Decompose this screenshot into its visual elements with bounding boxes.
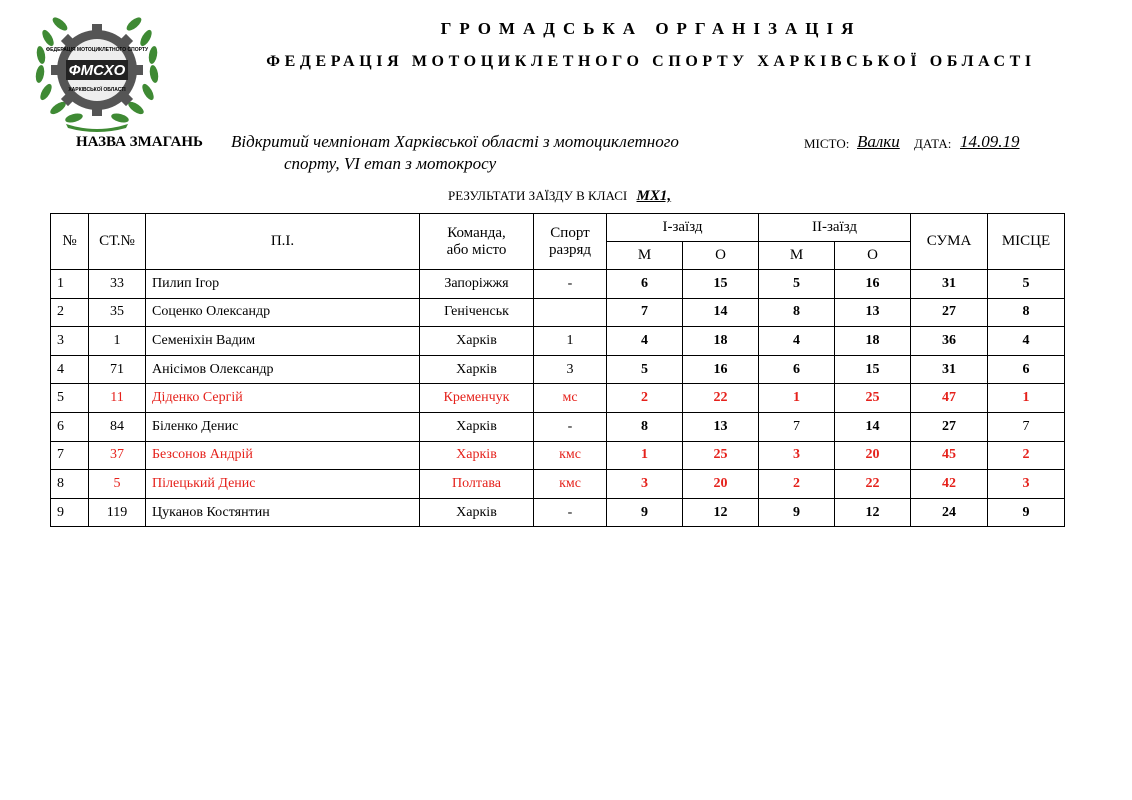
cell-start-number: 84 [89,412,146,441]
cell-rank [534,298,607,327]
cell-sum: 36 [911,327,988,356]
logo-text-top: ФЕДЕРАЦІЯ МОТОЦИКЛЕТНОГО СПОРТУ [45,47,149,53]
header-race1: І-заїзд [607,214,759,242]
cell-race1-m: 4 [607,327,683,356]
cell-race1-m: 7 [607,298,683,327]
cell-rank: 1 [534,327,607,356]
header-sum: СУМА [911,214,988,270]
date-label: ДАТА: [914,136,952,151]
cell-race2-m: 9 [759,498,835,527]
cell-race1-o: 18 [683,327,759,356]
cell-race1-o: 20 [683,470,759,499]
cell-num: 3 [51,327,89,356]
results-label: РЕЗУЛЬТАТИ ЗАЇЗДУ В КЛАСІ [448,188,628,203]
cell-race1-o: 22 [683,384,759,413]
cell-race2-o: 25 [835,384,911,413]
cell-rank: 3 [534,355,607,384]
cell-race1-m: 1 [607,441,683,470]
cell-race2-o: 16 [835,270,911,299]
header-organization: ГРОМАДСЬКА ОРГАНІЗАЦІЯ [440,19,862,38]
cell-race2-m: 1 [759,384,835,413]
cell-race1-m: 9 [607,498,683,527]
cell-start-number: 71 [89,355,146,384]
cell-name: Біленко Денис [146,412,420,441]
cell-race2-o: 22 [835,470,911,499]
table-row [51,355,1065,384]
table-row [51,498,1065,527]
header-race1-m: М [607,242,683,270]
cell-num: 1 [51,270,89,299]
header-race2-o: О [835,242,911,270]
cell-race1-o: 12 [683,498,759,527]
competition-name-line1: Відкритий чемпіонат Харківської області з мотоциклетного [231,132,679,151]
cell-team: Харків [420,327,534,356]
cell-rank: - [534,498,607,527]
header-name: П.І. [146,214,420,270]
cell-num: 4 [51,355,89,384]
cell-race2-m: 7 [759,412,835,441]
table-row [51,441,1065,470]
cell-sum: 27 [911,412,988,441]
cell-race1-o: 13 [683,412,759,441]
logo-text-bottom: ХАРКІВСЬКОЇ ОБЛАСТІ [68,87,126,93]
table-row [51,470,1065,499]
cell-name: Анісімов Олександр [146,355,420,384]
cell-sum: 24 [911,498,988,527]
cell-race1-m: 6 [607,270,683,299]
cell-start-number: 5 [89,470,146,499]
cell-team: Геніченськ [420,298,534,327]
header-race2: ІІ-заїзд [759,214,911,242]
cell-start-number: 35 [89,298,146,327]
header-start-number: СТ.№ [89,214,146,270]
header-team-line2: або місто [446,241,507,258]
header-federation: ФЕДЕРАЦІЯ МОТОЦИКЛЕТНОГО СПОРТУ ХАРКІВСЬКОЇ ОБЛАСТІ [266,53,1036,70]
table-row [51,270,1065,299]
cell-rank: кмс [534,470,607,499]
table-row [51,298,1065,327]
cell-race1-o: 16 [683,355,759,384]
cell-start-number: 37 [89,441,146,470]
cell-team: Харків [420,412,534,441]
cell-place: 7 [988,412,1065,441]
cell-race2-m: 4 [759,327,835,356]
cell-num: 5 [51,384,89,413]
header-num: № [51,214,89,270]
cell-rank: кмс [534,441,607,470]
header-rank-line1: Спорт [550,224,590,241]
cell-race1-m: 5 [607,355,683,384]
cell-rank: - [534,412,607,441]
cell-name: Пилип Ігор [146,270,420,299]
cell-team: Запоріжжя [420,270,534,299]
cell-place: 6 [988,355,1065,384]
cell-num: 2 [51,298,89,327]
cell-start-number: 33 [89,270,146,299]
cell-race2-o: 12 [835,498,911,527]
cell-name: Семеніхін Вадим [146,327,420,356]
cell-sum: 31 [911,270,988,299]
cell-name: Діденко Сергій [146,384,420,413]
cell-start-number: 119 [89,498,146,527]
cell-race1-o: 14 [683,298,759,327]
cell-race1-m: 8 [607,412,683,441]
cell-race2-m: 8 [759,298,835,327]
competition-name-line2: спорту, VI етап з мотокросу [284,154,497,173]
cell-team: Харків [420,355,534,384]
header-race2-m: М [759,242,835,270]
cell-race1-o: 25 [683,441,759,470]
class-value: MX1, [636,188,672,204]
cell-race1-m: 2 [607,384,683,413]
cell-race2-m: 3 [759,441,835,470]
cell-race2-m: 2 [759,470,835,499]
city-value: Валки [857,132,900,151]
cell-sum: 45 [911,441,988,470]
cell-num: 9 [51,498,89,527]
header-team-line1: Команда, [447,224,506,241]
cell-race2-o: 14 [835,412,911,441]
header-race1-o: О [683,242,759,270]
header-place: МІСЦЕ [988,214,1065,270]
cell-start-number: 11 [89,384,146,413]
cell-team: Харків [420,441,534,470]
federation-logo [26,8,168,134]
cell-race2-o: 15 [835,355,911,384]
cell-race1-o: 15 [683,270,759,299]
cell-place: 9 [988,498,1065,527]
table-row [51,327,1065,356]
cell-num: 8 [51,470,89,499]
header-rank-line2: разряд [548,241,592,258]
cell-place: 2 [988,441,1065,470]
cell-race2-o: 18 [835,327,911,356]
cell-race2-m: 6 [759,355,835,384]
cell-team: Кременчук [420,384,534,413]
table-row [51,412,1065,441]
header-sport-rank [534,214,607,270]
cell-rank: - [534,270,607,299]
cell-sum: 31 [911,355,988,384]
cell-team: Харків [420,498,534,527]
logo-abbreviation: ФМСХО [68,62,126,79]
cell-place: 3 [988,470,1065,499]
cell-place: 5 [988,270,1065,299]
cell-start-number: 1 [89,327,146,356]
cell-name: Пілецький Денис [146,470,420,499]
cell-race2-o: 20 [835,441,911,470]
cell-name: Безсонов Андрій [146,441,420,470]
city-label: МІСТО: [804,136,850,151]
cell-race2-m: 5 [759,270,835,299]
cell-num: 6 [51,412,89,441]
cell-num: 7 [51,441,89,470]
results-table [50,213,1065,527]
results-heading [448,188,671,205]
cell-rank: мс [534,384,607,413]
header-team [420,214,534,270]
competition-name-label: НАЗВА ЗМАГАНЬ [76,134,203,150]
cell-place: 1 [988,384,1065,413]
cell-race2-o: 13 [835,298,911,327]
table-row [51,384,1065,413]
cell-sum: 42 [911,470,988,499]
date-value: 14.09.19 [960,132,1020,151]
cell-race1-m: 3 [607,470,683,499]
cell-name: Соценко Олександр [146,298,420,327]
cell-place: 8 [988,298,1065,327]
cell-name: Цуканов Костянтин [146,498,420,527]
cell-place: 4 [988,327,1065,356]
cell-sum: 47 [911,384,988,413]
cell-team: Полтава [420,470,534,499]
cell-sum: 27 [911,298,988,327]
